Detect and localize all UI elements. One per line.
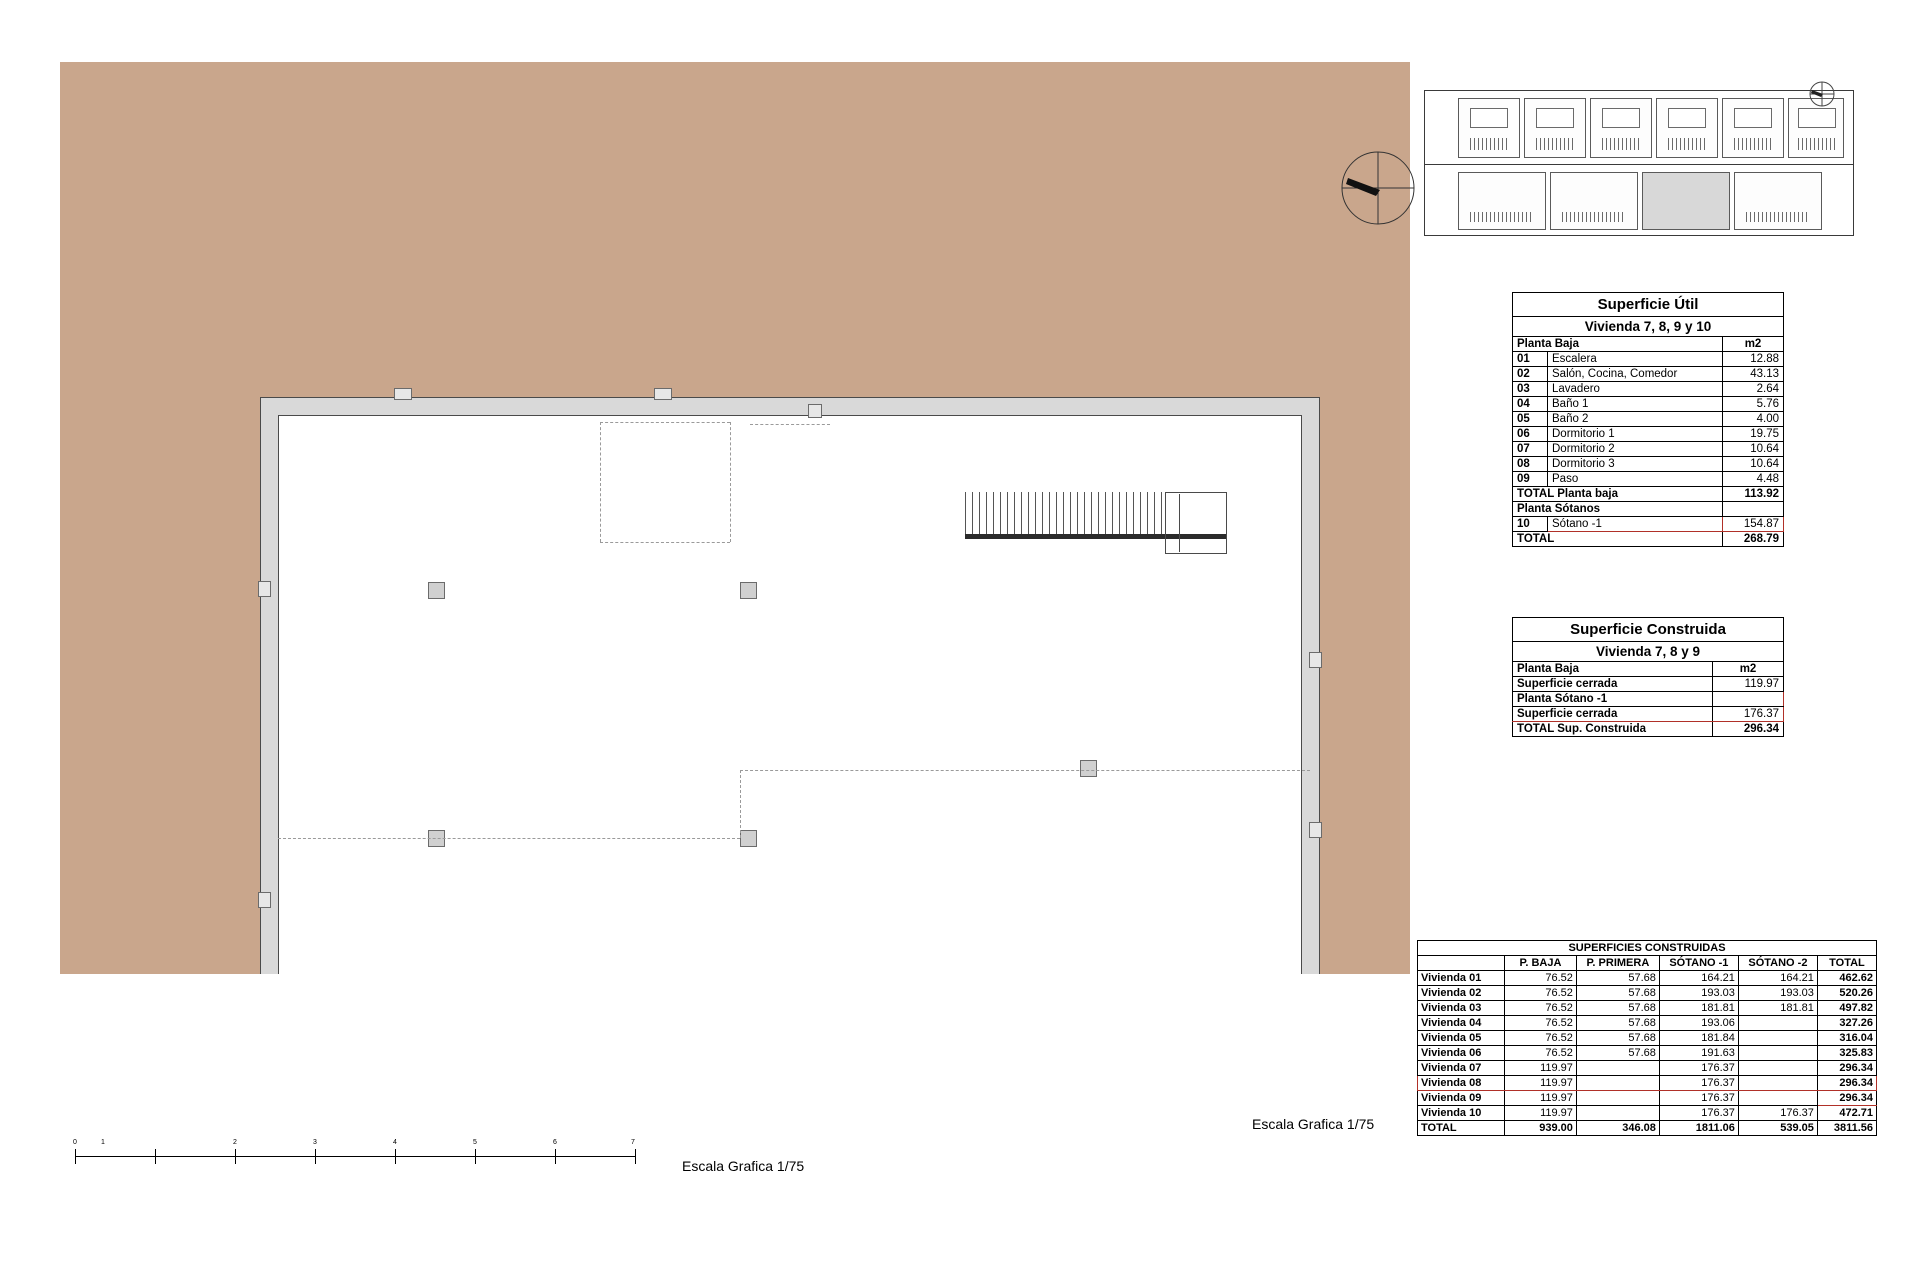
row-label: TOTAL	[1418, 1121, 1505, 1136]
table-row-highlighted	[1513, 517, 1784, 532]
cell-pprimera: 57.68	[1576, 1046, 1659, 1061]
sup-cerrada-label: Superficie cerrada	[1513, 707, 1713, 722]
scale-tick-label: 5	[473, 1139, 477, 1146]
row-label: Vivienda 09	[1418, 1091, 1505, 1106]
scale-tick-label: 7	[631, 1139, 635, 1146]
table-title-row	[1513, 293, 1784, 317]
cell-sotano1: 181.84	[1659, 1031, 1738, 1046]
cell-sotano1: 176.37	[1659, 1091, 1738, 1106]
pillar	[740, 582, 757, 599]
unit-label: m2	[1713, 662, 1784, 677]
room-name: Baño 2	[1548, 412, 1723, 427]
column-header: SÓTANO -1	[1659, 956, 1738, 971]
pillar	[428, 582, 445, 599]
table-row	[1513, 352, 1784, 367]
table-title-row	[1418, 941, 1877, 956]
table-subtitle-row	[1513, 317, 1784, 337]
cell-pbaja: 76.52	[1504, 1001, 1576, 1016]
elevation-railing	[1602, 138, 1640, 150]
scale-tick	[155, 1149, 156, 1164]
room-code: 03	[1513, 382, 1548, 397]
column-header: SÓTANO -2	[1738, 956, 1817, 971]
room-value: 4.00	[1723, 412, 1784, 427]
table-row-highlighted	[1418, 1076, 1877, 1091]
table-total-row	[1513, 532, 1784, 547]
room-value: 5.76	[1723, 397, 1784, 412]
column-header	[1418, 956, 1505, 971]
superficie-construida-table	[1512, 617, 1784, 737]
stair-landing-divider	[1179, 494, 1214, 552]
cell-total: 3811.56	[1817, 1121, 1876, 1136]
table-row	[1513, 442, 1784, 457]
elevation-window	[1470, 108, 1508, 128]
cell-sotano1: 191.63	[1659, 1046, 1738, 1061]
room-name: Dormitorio 1	[1548, 427, 1723, 442]
room-value: 43.13	[1723, 367, 1784, 382]
cell-pbaja: 119.97	[1504, 1061, 1576, 1076]
dashed-guide	[740, 770, 1310, 771]
cell-pbaja: 76.52	[1504, 1016, 1576, 1031]
dashed-guide	[600, 542, 730, 543]
cell-pprimera	[1576, 1091, 1659, 1106]
cell-total: 462.62	[1817, 971, 1876, 986]
cell-pbaja: 119.97	[1504, 1076, 1576, 1091]
table-row-highlighted	[1513, 707, 1784, 722]
row-label: Vivienda 02	[1418, 986, 1505, 1001]
cell-pprimera: 57.68	[1576, 971, 1659, 986]
cell-sotano1: 181.81	[1659, 1001, 1738, 1016]
dashed-guide	[278, 838, 740, 839]
room-name: Baño 1	[1548, 397, 1723, 412]
room-value: 154.87	[1723, 517, 1784, 532]
wall-opening	[654, 388, 672, 400]
cell-total: 520.26	[1817, 986, 1876, 1001]
cell-sotano1: 176.37	[1659, 1061, 1738, 1076]
table-title: SUPERFICIES CONSTRUIDAS	[1418, 941, 1877, 956]
cell-sotano1: 193.06	[1659, 1016, 1738, 1031]
row-label: Vivienda 07	[1418, 1061, 1505, 1076]
table-title-row	[1513, 618, 1784, 642]
elevation-railing	[1470, 138, 1508, 150]
cell-pprimera: 57.68	[1576, 1001, 1659, 1016]
cell-sotano2: 164.21	[1738, 971, 1817, 986]
cell-sotano1: 176.37	[1659, 1076, 1738, 1091]
room-code: 06	[1513, 427, 1548, 442]
superficie-util-table	[1512, 292, 1784, 547]
total-value: 296.34	[1713, 722, 1784, 737]
sup-cerrada-label: Superficie cerrada	[1513, 677, 1713, 692]
scale-note-top: Escala Grafica 1/75	[1252, 1116, 1375, 1132]
cell-pprimera: 57.68	[1576, 986, 1659, 1001]
room-name: Paso	[1548, 472, 1723, 487]
row-label: Vivienda 01	[1418, 971, 1505, 986]
table-row	[1418, 1031, 1877, 1046]
elevation-window	[1798, 108, 1836, 128]
wall-opening	[1309, 652, 1322, 668]
cell-sotano2: 193.03	[1738, 986, 1817, 1001]
table-row	[1513, 427, 1784, 442]
room-name: Sótano -1	[1548, 517, 1723, 532]
scale-tick	[235, 1149, 236, 1164]
elevation-railing	[1734, 138, 1772, 150]
cell-pbaja: 76.52	[1504, 986, 1576, 1001]
north-arrow-icon	[1340, 150, 1416, 226]
table-subtitle: Vivienda 7, 8, 9 y 10	[1513, 317, 1784, 337]
table-section-row	[1513, 662, 1784, 677]
dashed-guide	[600, 422, 730, 423]
table-subtitle: Vivienda 7, 8 y 9	[1513, 642, 1784, 662]
room-value: 19.75	[1723, 427, 1784, 442]
room-code: 07	[1513, 442, 1548, 457]
room-name: Lavadero	[1548, 382, 1723, 397]
table-row	[1513, 472, 1784, 487]
sup-cerrada-value: 119.97	[1713, 677, 1784, 692]
cell-total: 296.34	[1817, 1061, 1876, 1076]
table-row	[1418, 1106, 1877, 1121]
dashed-guide	[730, 422, 731, 542]
table-title: Superficie Útil	[1513, 293, 1784, 317]
room-code: 09	[1513, 472, 1548, 487]
elevation-railing-lower	[1470, 212, 1532, 222]
column-header: P. BAJA	[1504, 956, 1576, 971]
table-row	[1418, 1001, 1877, 1016]
cell-pbaja: 939.00	[1504, 1121, 1576, 1136]
table-row	[1418, 1061, 1877, 1076]
cell-pprimera	[1576, 1106, 1659, 1121]
elevation-thumbnail	[1418, 80, 1873, 260]
elevation-unit-lower	[1642, 172, 1730, 230]
room-name: Dormitorio 2	[1548, 442, 1723, 457]
wall-opening	[258, 892, 271, 908]
row-label: Vivienda 06	[1418, 1046, 1505, 1061]
column-header: P. PRIMERA	[1576, 956, 1659, 971]
table-row	[1418, 1046, 1877, 1061]
table-row	[1513, 382, 1784, 397]
room-name: Escalera	[1548, 352, 1723, 367]
row-label: Vivienda 03	[1418, 1001, 1505, 1016]
total-value: 268.79	[1723, 532, 1784, 547]
table-superficie-construida	[1512, 617, 1784, 737]
elevation-window	[1668, 108, 1706, 128]
cell-pprimera	[1576, 1061, 1659, 1076]
cell-total: 325.83	[1817, 1046, 1876, 1061]
room-code: 01	[1513, 352, 1548, 367]
pillar	[740, 830, 757, 847]
table-row	[1513, 367, 1784, 382]
scale-bar-line	[75, 1156, 635, 1157]
scale-tick	[635, 1149, 636, 1164]
cell-total: 316.04	[1817, 1031, 1876, 1046]
table-row	[1418, 1091, 1877, 1106]
cell-sotano1: 1811.06	[1659, 1121, 1738, 1136]
cell-pbaja: 76.52	[1504, 1046, 1576, 1061]
elevation-north-arrow-icon	[1808, 80, 1836, 108]
cell-pprimera: 346.08	[1576, 1121, 1659, 1136]
wall-opening	[394, 388, 412, 400]
room-code: 02	[1513, 367, 1548, 382]
row-label: Vivienda 10	[1418, 1106, 1505, 1121]
elevation-window	[1602, 108, 1640, 128]
table-subtitle-row	[1513, 642, 1784, 662]
cell-pprimera	[1576, 1076, 1659, 1091]
elevation-railing-lower	[1562, 212, 1624, 222]
pillar	[1080, 760, 1097, 777]
cell-sotano2	[1738, 1076, 1817, 1091]
table-total-row	[1513, 487, 1784, 502]
table-total-row	[1513, 722, 1784, 737]
dashed-guide	[600, 422, 601, 542]
room-code: 04	[1513, 397, 1548, 412]
cell-sotano2	[1738, 1091, 1817, 1106]
cell-total: 296.34	[1817, 1091, 1876, 1106]
room-value: 12.88	[1723, 352, 1784, 367]
table-row	[1513, 397, 1784, 412]
dashed-guide	[750, 424, 830, 425]
elevation-railing-lower	[1746, 212, 1808, 222]
room-code: 10	[1513, 517, 1548, 532]
cell-sotano1: 193.03	[1659, 986, 1738, 1001]
room-value: 2.64	[1723, 382, 1784, 397]
scale-note-bottom: Escala Grafica 1/75	[682, 1158, 805, 1174]
elevation-railing	[1798, 138, 1836, 150]
wall-opening	[1309, 822, 1322, 838]
wall-opening	[808, 404, 822, 418]
cell-pbaja: 119.97	[1504, 1091, 1576, 1106]
cell-sotano2	[1738, 1031, 1817, 1046]
cell-total: 472.71	[1817, 1106, 1876, 1121]
cell-pprimera: 57.68	[1576, 1016, 1659, 1031]
cell-sotano1: 176.37	[1659, 1106, 1738, 1121]
cell-total: 296.34	[1817, 1076, 1876, 1091]
scale-tick	[555, 1149, 556, 1164]
unit-label: m2	[1723, 337, 1784, 352]
planta-sotano-label: Planta Sótano -1	[1513, 692, 1713, 707]
sheet-background	[60, 974, 1410, 1134]
section-label: Planta Baja	[1513, 337, 1723, 352]
room-value: 4.48	[1723, 472, 1784, 487]
floor-plan-drawing	[60, 62, 1410, 982]
table-header-row	[1418, 956, 1877, 971]
cell-sotano2	[1738, 1016, 1817, 1031]
total-label: TOTAL Sup. Construida	[1513, 722, 1713, 737]
elevation-window	[1536, 108, 1574, 128]
scale-tick	[315, 1149, 316, 1164]
cell-total: 327.26	[1817, 1016, 1876, 1031]
cell-pbaja: 76.52	[1504, 971, 1576, 986]
cell-pprimera: 57.68	[1576, 1031, 1659, 1046]
room-code: 05	[1513, 412, 1548, 427]
staircase	[965, 492, 1227, 554]
stair-treads	[965, 492, 1165, 538]
total-label: TOTAL	[1513, 532, 1723, 547]
cell-sotano2: 181.81	[1738, 1001, 1817, 1016]
dashed-guide	[740, 770, 741, 838]
graphic-scale-bar	[73, 1139, 635, 1167]
table-section-row	[1513, 337, 1784, 352]
cell-sotano2: 176.37	[1738, 1106, 1817, 1121]
cell-sotano2: 539.05	[1738, 1121, 1817, 1136]
table-superficie-util	[1512, 292, 1784, 547]
table-row	[1513, 677, 1784, 692]
scale-tick	[75, 1149, 76, 1164]
planta-baja-label: Planta Baja	[1513, 662, 1713, 677]
elevation-base-line	[1424, 235, 1854, 236]
elevation-window	[1734, 108, 1772, 128]
elevation-railing	[1668, 138, 1706, 150]
table-section-row	[1513, 502, 1784, 517]
planta-sotano-empty	[1713, 692, 1784, 707]
wall-opening	[258, 581, 271, 597]
table-row	[1513, 412, 1784, 427]
scale-tick-label: 0	[73, 1139, 77, 1146]
room-value: 10.64	[1723, 457, 1784, 472]
cell-sotano2	[1738, 1061, 1817, 1076]
table-total-row	[1418, 1121, 1877, 1136]
scale-tick-label: 1	[101, 1139, 105, 1146]
cell-sotano1: 164.21	[1659, 971, 1738, 986]
superficies-construidas-table	[1417, 940, 1877, 1136]
scale-tick	[475, 1149, 476, 1164]
total-planta-baja-label: TOTAL Planta baja	[1513, 487, 1723, 502]
row-label: Vivienda 08	[1418, 1076, 1505, 1091]
section-empty	[1723, 502, 1784, 517]
table-section-row	[1513, 692, 1784, 707]
scale-tick-label: 6	[553, 1139, 557, 1146]
sup-cerrada-value: 176.37	[1713, 707, 1784, 722]
table-row	[1418, 986, 1877, 1001]
table-row	[1418, 971, 1877, 986]
table-row	[1418, 1016, 1877, 1031]
section-label: Planta Sótanos	[1513, 502, 1723, 517]
cell-pbaja: 76.52	[1504, 1031, 1576, 1046]
cell-total: 497.82	[1817, 1001, 1876, 1016]
scale-tick-label: 4	[393, 1139, 397, 1146]
room-name: Dormitorio 3	[1548, 457, 1723, 472]
scale-tick	[395, 1149, 396, 1164]
cell-sotano2	[1738, 1046, 1817, 1061]
cell-pbaja: 119.97	[1504, 1106, 1576, 1121]
scale-tick-label: 3	[313, 1139, 317, 1146]
table-superficies-construidas	[1417, 940, 1877, 1136]
column-header: TOTAL	[1817, 956, 1876, 971]
table-row	[1513, 457, 1784, 472]
row-label: Vivienda 04	[1418, 1016, 1505, 1031]
room-name: Salón, Cocina, Comedor	[1548, 367, 1723, 382]
row-label: Vivienda 05	[1418, 1031, 1505, 1046]
table-title: Superficie Construida	[1513, 618, 1784, 642]
elevation-railing	[1536, 138, 1574, 150]
room-code: 08	[1513, 457, 1548, 472]
room-value: 10.64	[1723, 442, 1784, 457]
scale-tick-label: 2	[233, 1139, 237, 1146]
total-planta-baja-value: 113.92	[1723, 487, 1784, 502]
